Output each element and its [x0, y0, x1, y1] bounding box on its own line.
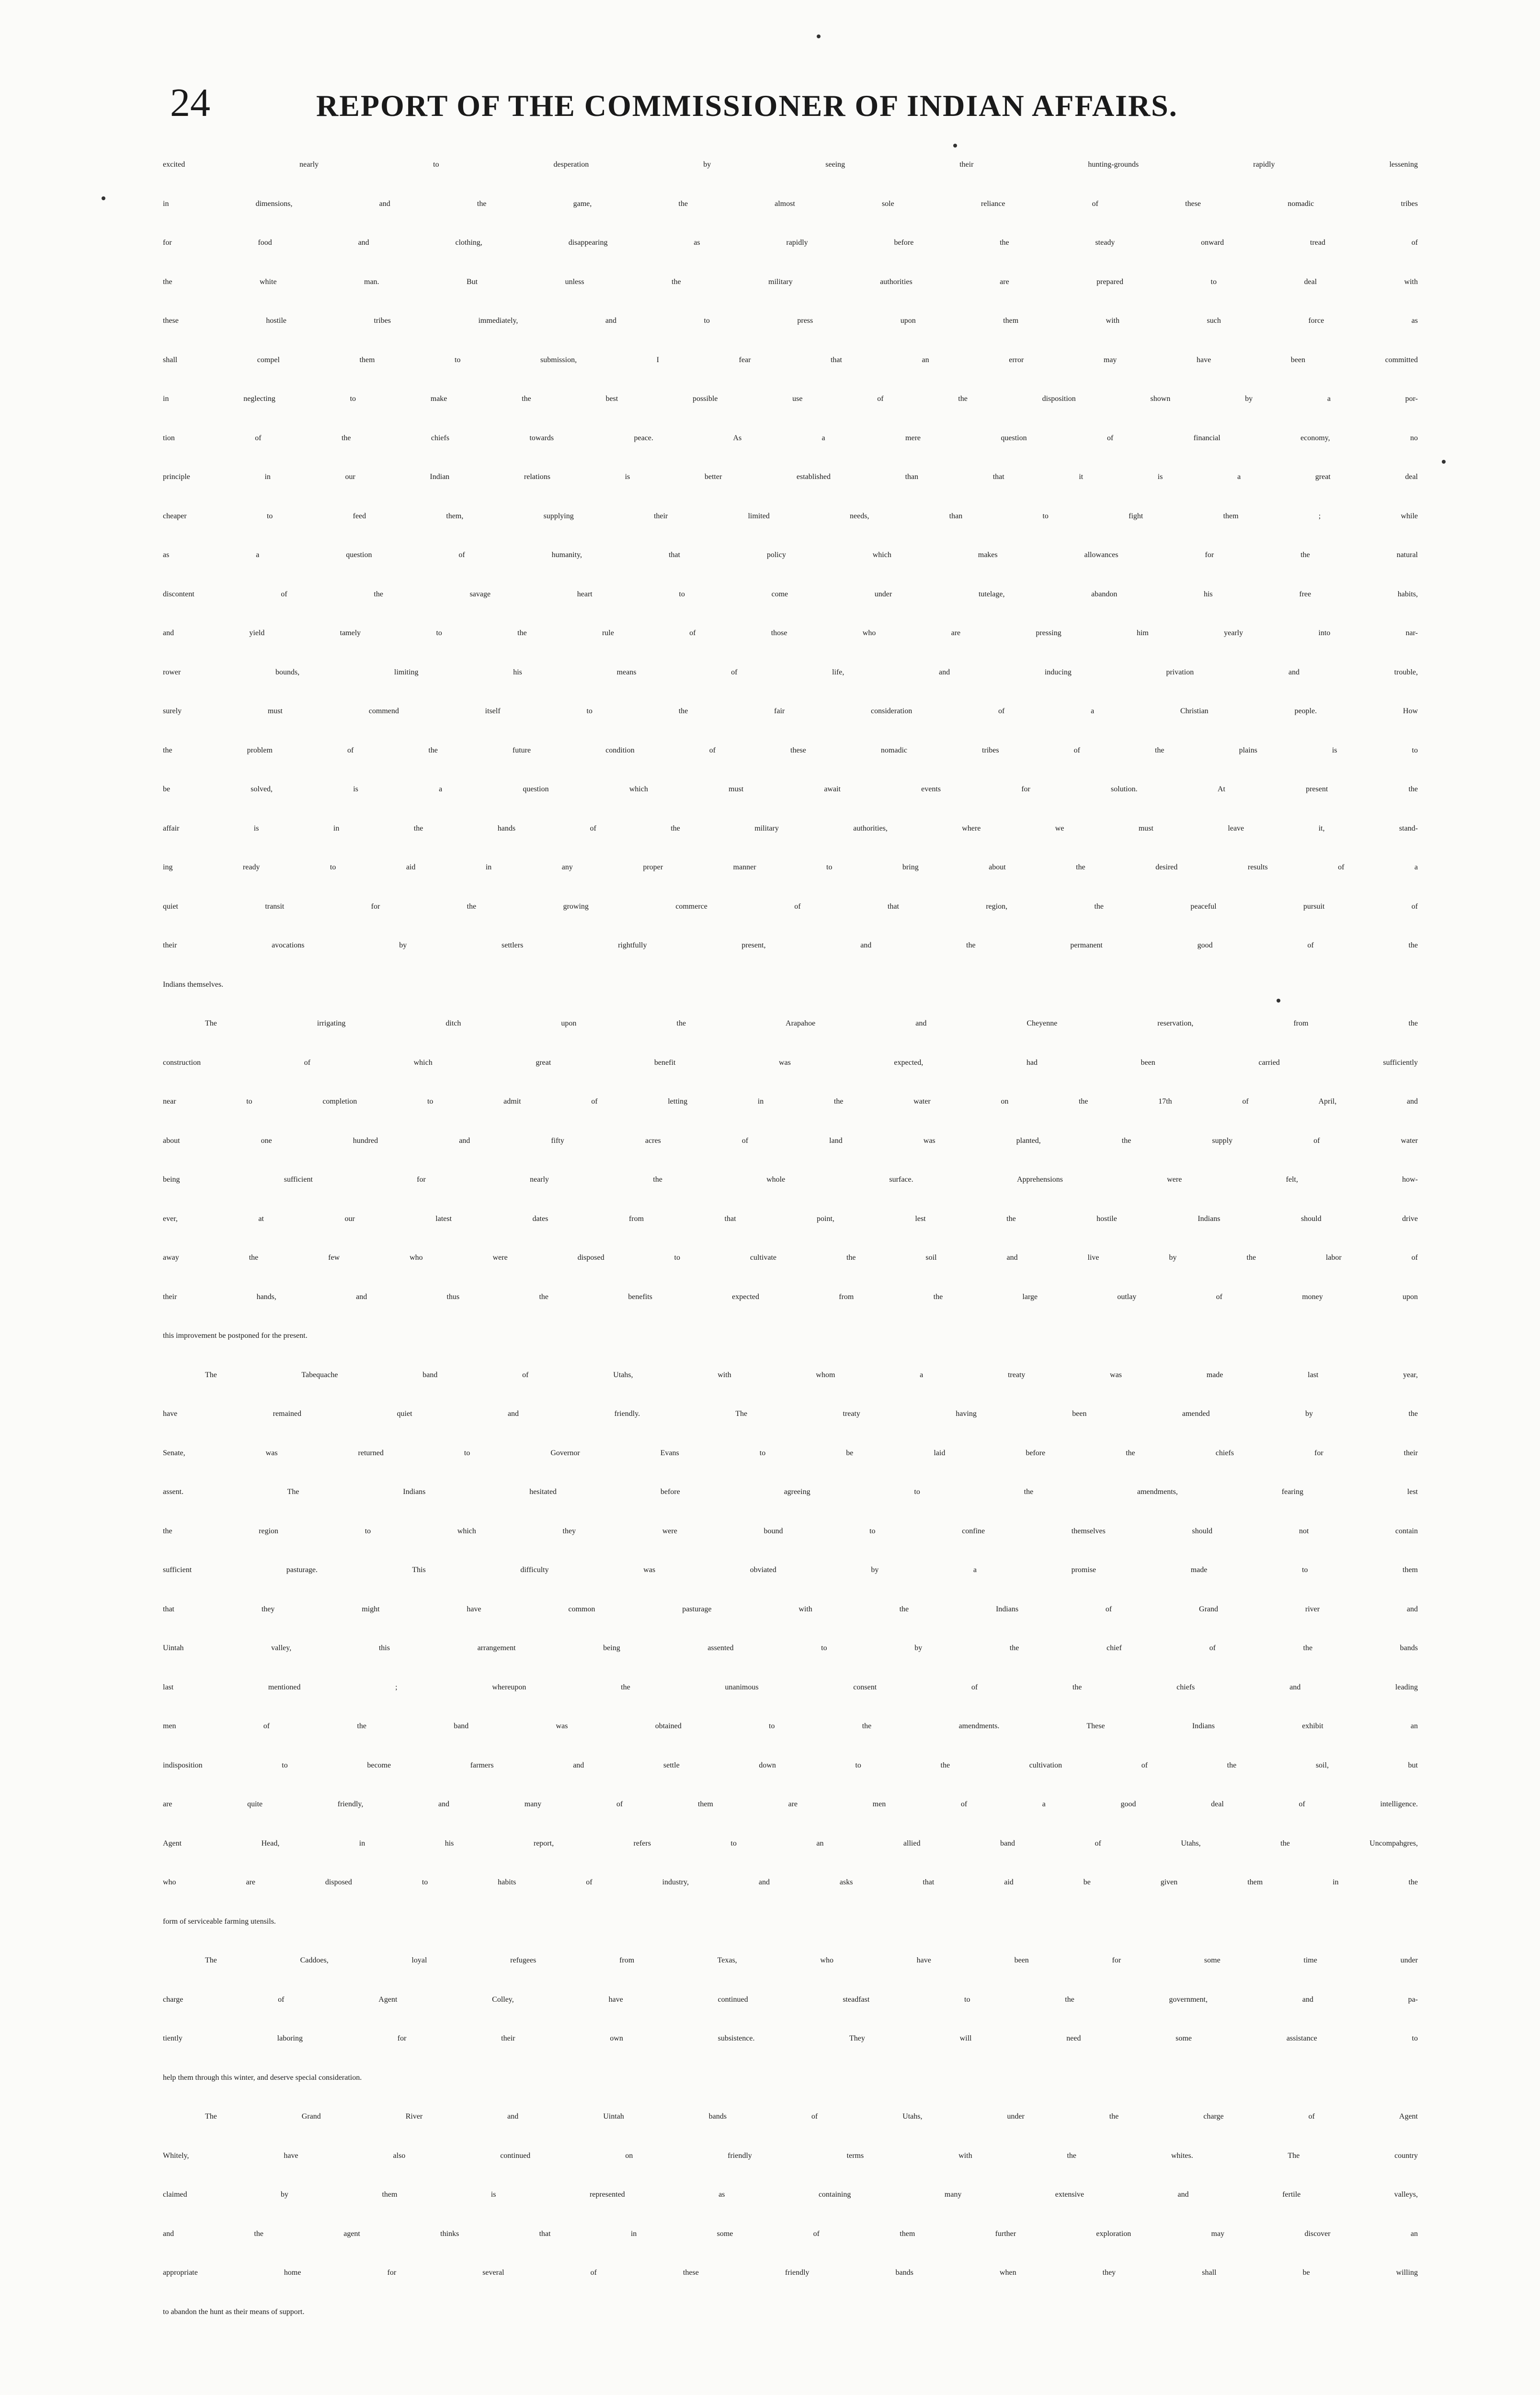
text-line: in neglecting to make the best possible use of the disposition shown by a por-: [163, 395, 1418, 403]
ink-speck: [102, 196, 105, 200]
text-line: as a question of humanity, that policy which makes allowances for the natural: [163, 551, 1418, 559]
text-line: help them through this winter, and deserve special consideration.: [163, 2073, 362, 2082]
text-line: excited nearly to desperation by seeing their hunting-grounds rapidly lessening: [163, 160, 1418, 169]
text-line: to abandon the hunt as their means of support.: [163, 2307, 305, 2316]
text-line: being sufficient for nearly the whole surface. Apprehensions were felt, how-: [163, 1175, 1418, 1184]
ink-speck: [817, 34, 821, 38]
text-line: and yield tamely to the rule of those who are pressing him yearly into nar-: [163, 629, 1418, 637]
text-line: shall compel them to submission, I fear that an error may have been committed: [163, 355, 1418, 364]
text-line: construction of which great benefit was expected, had been carried sufficiently: [163, 1058, 1418, 1067]
text-line: for food and clothing, disappearing as rapidly before the steady onward tread of: [163, 239, 1418, 247]
ink-speck: [1442, 460, 1446, 464]
text-line: form of serviceable farming utensils.: [163, 1917, 276, 1926]
text-line: The Grand River and Uintah bands of Utahs, under the charge of Agent: [205, 2112, 1418, 2121]
text-line: last mentioned ; whereupon the unanimous consent of the chiefs and leading: [163, 1683, 1418, 1691]
text-line: cheaper to feed them, supplying their limited needs, than to fight them ; while: [163, 512, 1418, 520]
text-line: Agent Head, in his report, refers to an allied band of Utahs, the Uncompahgres,: [163, 1839, 1418, 1848]
text-line: ing ready to aid in any proper manner to bring about the desired results of a: [163, 863, 1418, 871]
text-line: The Tabequache band of Utahs, with whom a treaty was made last year,: [205, 1370, 1418, 1379]
text-line: quiet transit for the growing commerce of that region, the peaceful pursuit of: [163, 902, 1418, 911]
body-text: [163, 160, 1418, 2347]
text-line: claimed by them is represented as containing many extensive and fertile valleys,: [163, 2190, 1418, 2199]
ink-speck: [1277, 999, 1280, 1003]
text-line: Uintah valley, this arrangement being assented to by the chief of the bands: [163, 1644, 1418, 1652]
text-line: be solved, is a question which must await events for solution. At present the: [163, 785, 1418, 793]
text-line: who are disposed to habits of industry, and asks that aid be given them in the: [163, 1878, 1418, 1886]
text-line: charge of Agent Colley, have continued steadfast to the government, and pa-: [163, 1995, 1418, 2004]
text-line: Whitely, have also continued on friendly terms with the whites. The country: [163, 2151, 1418, 2160]
text-line: their avocations by settlers rightfully present, and the permanent good of the: [163, 941, 1418, 949]
text-line: and the agent thinks that in some of them further exploration may discover an: [163, 2229, 1418, 2238]
text-line: their hands, and thus the benefits expected from the large outlay of money upon: [163, 1292, 1418, 1301]
text-line: the problem of the future condition of these nomadic tribes of the plains is to: [163, 746, 1418, 754]
text-line: about one hundred and fifty acres of land was planted, the supply of water: [163, 1136, 1418, 1145]
text-line: affair is in the hands of the military authorities, where we must leave it, stand-: [163, 824, 1418, 833]
text-line: the white man. But unless the military authorities are prepared to deal with: [163, 277, 1418, 286]
text-line: sufficient pasturage. This difficulty was obviated by a promise made to them: [163, 1566, 1418, 1574]
text-line: tion of the chiefs towards peace. As a mere question of financial economy, no: [163, 433, 1418, 442]
text-line: surely must commend itself to the fair consideration of a Christian people. How: [163, 707, 1418, 715]
running-head: REPORT OF THE COMMISSIONER OF INDIAN AFFAIRS.: [316, 89, 1178, 123]
text-line: indisposition to become farmers and settle down to the cultivation of the soil, but: [163, 1761, 1418, 1769]
text-line: assent. The Indians hesitated before agreeing to the amendments, fearing lest: [163, 1488, 1418, 1496]
page-number: 24: [170, 80, 210, 125]
text-line: the region to which they were bound to confine themselves should not contain: [163, 1527, 1418, 1535]
text-line: that they might have common pasturage with the Indians of Grand river and: [163, 1605, 1418, 1613]
page-header: [170, 79, 1430, 132]
text-line: near to completion to admit of letting in the water on the 17th of April, and: [163, 1097, 1418, 1106]
text-line: Indians themselves.: [163, 980, 224, 989]
text-line: in dimensions, and the game, the almost sole reliance of these nomadic tribes: [163, 199, 1418, 208]
text-line: tiently laboring for their own subsistence. They will need some assistance to: [163, 2034, 1418, 2042]
text-line: ever, at our latest dates from that point, lest the hostile Indians should drive: [163, 1214, 1418, 1223]
text-line: this improvement be postponed for the present.: [163, 1332, 308, 1340]
text-line: men of the band was obtained to the amendments. These Indians exhibit an: [163, 1722, 1418, 1730]
ink-speck: [953, 144, 957, 148]
text-line: Senate, was returned to Governor Evans to be laid before the chiefs for their: [163, 1448, 1418, 1457]
text-line: The Caddoes, loyal refugees from Texas, who have been for some time under: [205, 1956, 1418, 1964]
text-line: these hostile tribes immediately, and to press upon them with such force as: [163, 317, 1418, 325]
text-line: have remained quiet and friendly. The treaty having been amended by the: [163, 1410, 1418, 1418]
text-line: away the few who were disposed to cultivate the soil and live by the labor of: [163, 1254, 1418, 1262]
text-line: principle in our Indian relations is better established than that it is a great deal: [163, 473, 1418, 481]
text-line: appropriate home for several of these friendly bands when they shall be willing: [163, 2269, 1418, 2277]
text-line: The irrigating ditch upon the Arapahoe and Cheyenne reservation, from the: [205, 1019, 1418, 1027]
text-line: are quite friendly, and many of them are men of a good deal of intelligence.: [163, 1800, 1418, 1808]
text-line: rower bounds, limiting his means of life, and inducing privation and trouble,: [163, 668, 1418, 676]
text-line: discontent of the savage heart to come under tutelage, abandon his free habits,: [163, 590, 1418, 598]
